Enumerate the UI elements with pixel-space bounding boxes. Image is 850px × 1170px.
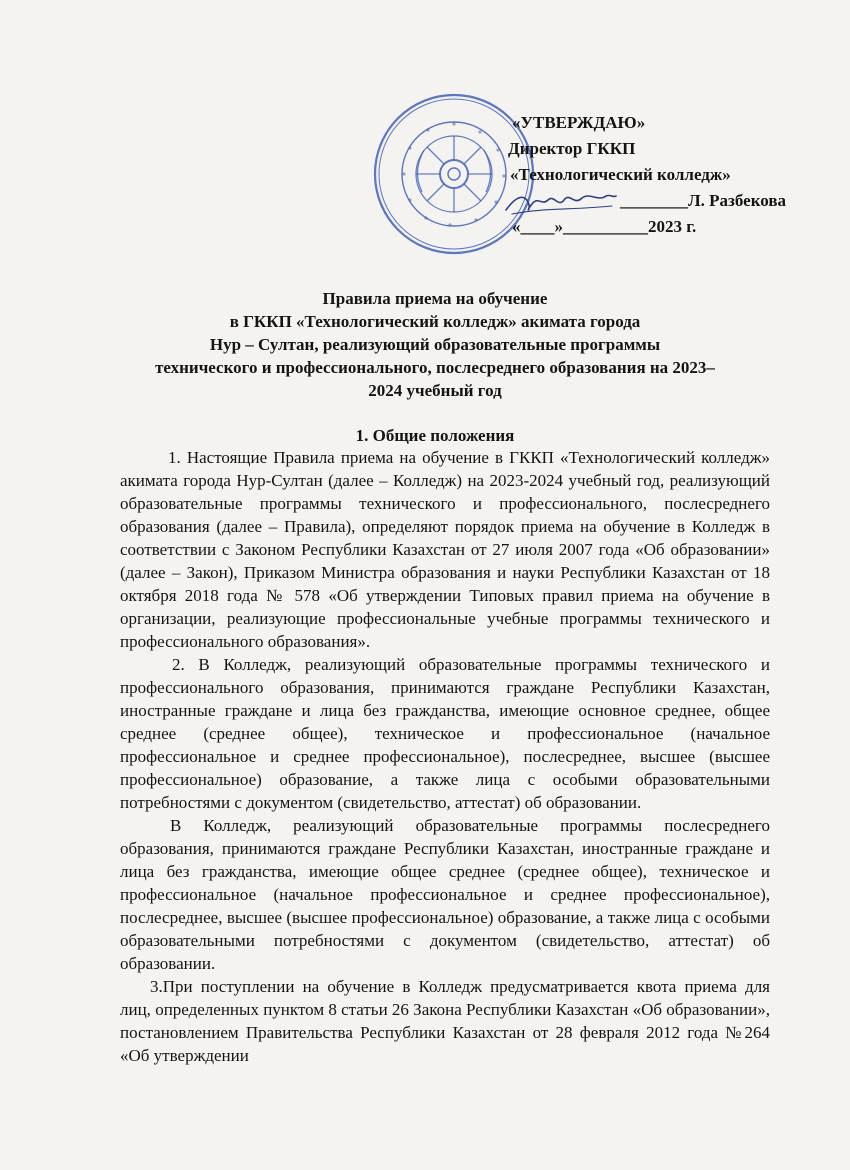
document-body xyxy=(120,446,770,1067)
paragraph: 2. В Колледж, реализующий образовательные программы технического и профессионального образования, принимаются граждане Республики Казахстан, иностранные граждане и лица без гражданства, имеющие основное среднее, общее среднее (среднее общее), техническое и профессиональное (начальное профессиональное и среднее профессиональное), послесреднее, высшее (высшее профессиональное) образование, а также лица с особыми образовательными потребностями с документом (свидетельство, аттестат) об образовании. xyxy=(120,655,770,812)
approval-signature-line: ________Л. Разбекова xyxy=(620,191,787,210)
paragraph: В Колледж, реализующий образовательные программы послесреднего образования, принимаются граждане Республики Казахстан, иностранные граждане и лица без гражданства, имеющие общее среднее (среднее общее), техническое и профессиональное (начальное профессиональное и среднее профессиональное), послесреднее, высшее (высшее профессиональное) образование, а также лица с особыми образовательными потребностями с документом (свидетельство, аттестат) об образовании. xyxy=(120,816,770,973)
title-line: в ГККП «Технологический колледж» акимата города xyxy=(229,312,641,331)
section-heading: 1. Общие положения xyxy=(355,426,515,445)
title-line: технического и профессионального, послесреднего образования на 2023– xyxy=(155,358,715,377)
title-line: Правила приема на обучение xyxy=(322,289,548,308)
paragraph: 3.При поступлении на обучение в Колледж предусматривается квота приема для лиц, определенных пунктом 8 статьи 26 Закона Республики Казахстан «Об образовании», постановлением Правительства Республики Казахстан от 28 февраля 2012 года №264 «Об утверждении xyxy=(120,977,770,1065)
approval-date-line: «____»__________2023 г. xyxy=(512,217,697,236)
paragraph: 1. Настоящие Правила приема на обучение в ГККП «Технологический колледж» акимата города Нур-Султан (далее – Колледж) на 2023-2024 учебный год, реализующий образовательные программы технического и профессионального, послесреднего образования (далее – Правила), определяют порядок приема на обучение в Колледж в соответствии с Законом Республики Казахстан от 27 июля 2007 года «Об образовании» (далее – Закон), Приказом Министра образования и науки Республики Казахстан от 18 октября 2018 года № 578 «Об утверждении Типовых правил приема на обучение в организации, реализующие профессиональные учебные программы технического и профессионального образования». xyxy=(120,448,770,651)
signature-icon xyxy=(502,186,620,220)
approval-block xyxy=(508,110,808,240)
approval-heading: «УТВЕРЖДАЮ» xyxy=(512,113,646,132)
document-title xyxy=(110,287,760,402)
title-line: 2024 учебный год xyxy=(368,381,502,400)
approval-position: Директор ГККП xyxy=(508,139,636,158)
title-line: Нур – Султан, реализующий образовательные программы xyxy=(209,335,661,354)
approval-organization: «Технологический колледж» xyxy=(510,165,731,184)
